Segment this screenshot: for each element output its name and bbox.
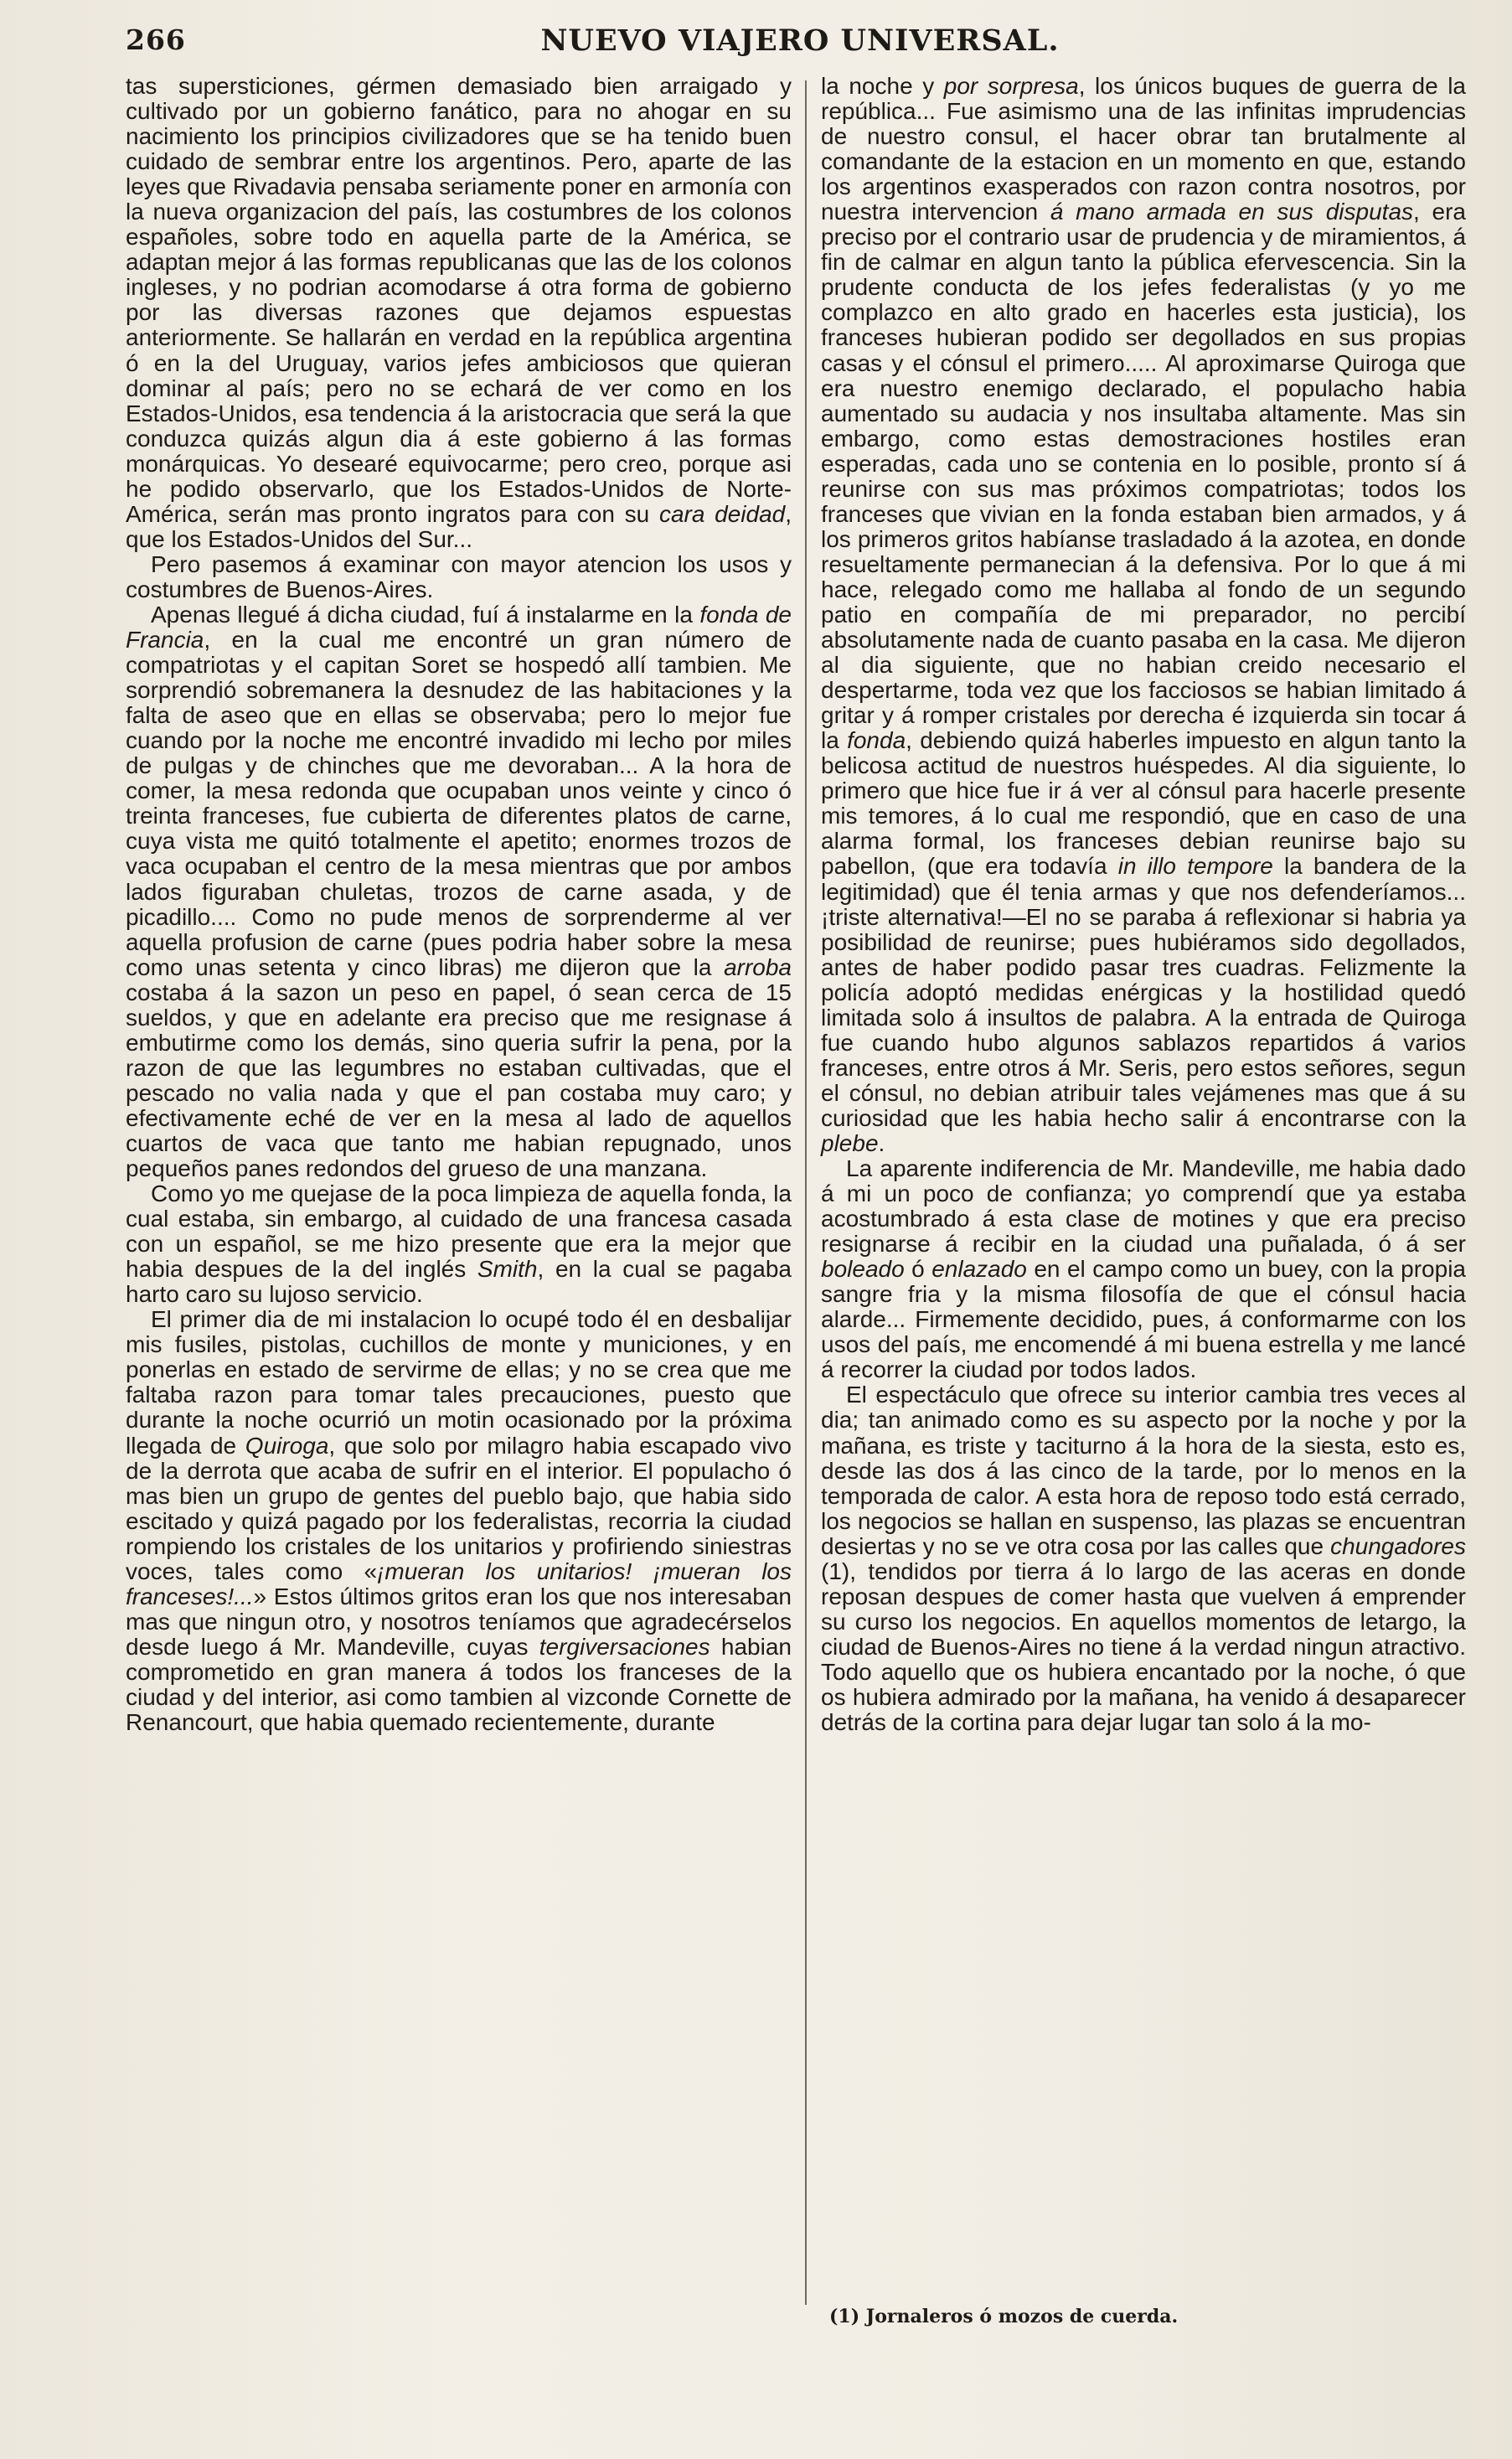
footnote: (1) Jornaleros ó mozos de cuerda.	[829, 2306, 1179, 2327]
italic-text: plebe	[821, 1129, 879, 1156]
text-run: , en la cual me encontré un gran número de compatriotas y el capitan Soret se hospedó allí tambien. Me sorprendió sobremanera la desnudez de las habitaciones y la falta de aseo que en ellas se observaba; pero lo mejor fue cuando por la noche me encontré invadido mi lecho por miles de pulgas y de chinches que me devoraban... A la hora de comer, la mesa redonda que ocupaban unos veinte y cinco ó treinta franceses, fue cubierta de diferentes platos de carne, cuya vista me quitó totalmente el apetito; enormes trozos de vaca ocupaban el centro de la mesa mientras que por ambos lados figuraban chuletas, trozos de carne asada, y de picadillo.... Como no pude menos de sorprenderme al ver aquella profusion de carne (pues podria haber sobre la mesa como unas setenta y cinco libras) me dijeron que la	[126, 627, 792, 980]
text-run: La aparente indiferencia de Mr. Mandeville, me habia dado á mi un poco de confianza; yo comprendí que ya estaba acostumbrado á esta clase de motines y que era preciso resignarse á recibir en la ciudad una puñalada, ó á ser	[821, 1155, 1466, 1258]
right-column	[821, 74, 1466, 1735]
italic-text: ¡mueran los unitarios! ¡mueran los franceses!...	[126, 1558, 792, 1609]
paragraph	[821, 1382, 1466, 1735]
text-run: .	[878, 1129, 885, 1156]
text-run: , que solo por milagro habia escapado vivo de la derrota que acaba de sufrir en el interior. El populacho ó mas bien un grupo de gentes del pueblo bajo, que habia sido escitado y quizá pagado por los federalistas, recorria la ciudad rompiendo los cristales de los unitarios y profiriendo siniestras voces, tales como «	[126, 1432, 792, 1584]
text-run: Apenas llegué á dicha ciudad, fuí á instalarme en la	[151, 601, 700, 628]
text-run: ó	[904, 1256, 932, 1283]
italic-text: tergiversaciones	[539, 1633, 710, 1660]
left-column	[126, 74, 792, 1735]
text-run: la noche y	[821, 73, 944, 99]
italic-text: fonda	[847, 727, 906, 754]
italic-text: boleado	[821, 1256, 905, 1283]
column-divider	[805, 80, 807, 2305]
text-run: la bandera de la legitimidad) que él tenia armas y que nos defenderíamos... ¡triste alternativa!—El no se paraba á reflexionar si habria ya posibilidad de reunirse; pues hubiéramos sido degollados, antes de haber podido pasar tres cuadras. Felizmente la policía adoptó medidas enérgicas y la hostilidad quedó limitada solo á insultos de palabra. A la entrada de Quiroga fue cuando hubo algunos sablazos repartidos á varios franceses, entre otros á Mr. Seris, pero estos señores, segun el cónsul, no debian atribuir tales vejámenes mas que á su curiosidad que les habia hecho salir á encontrarse con la	[821, 853, 1466, 1131]
text-run: El primer dia de mi instalacion lo ocupé todo él en desbalijar mis fusiles, pistolas, cuchillos de monte y municiones, y en ponerlas en estado de servirme de ellas; y no se crea que me faltaba razon para tomar tales precauciones, puesto que durante la noche ocurrió un motin ocasionado por la próxima llegada de	[126, 1306, 792, 1459]
paragraph	[821, 1156, 1466, 1382]
italic-text: cara deidad	[658, 500, 786, 527]
text-run: , en la cual se pagaba harto caro su lujoso servicio.	[126, 1256, 792, 1308]
italic-text: fonda de Francia	[126, 601, 792, 653]
text-run: » Estos últimos gritos eran los que nos interesaban mas que ningun otro, y nosotros teníamos que agradecérselos desde luego á Mr. Mandeville, cuyas	[126, 1583, 792, 1660]
text-run: , era preciso por el contrario usar de prudencia y de miramientos, á fin de calmar en algun tanto la pública efervescencia. Sin la prudente conducta de los jefes federalistas (y yo me complazco en alto grado en hacerles esta justicia), los franceses hubieran podido ser degollados en sus propias casas y el cónsul el primero..... Al aproximarse Quiroga que era nuestro enemigo declarado, el populacho habia aumentado su audacia y nos insultaba altamente. Mas sin embargo, como estas demostraciones hostiles eran esperadas, cada uno se contenia en lo posible, pronto sí á reunirse con sus mas próximos compatriotas; todos los franceses que vivian en la fonda estaban bien armados, y á los primeros gritos habíanse trasladado á la azotea, en donde resueltamente permanecian á la defensiva. Por lo que á mi hace, relegado como me hallaba al fondo de un segundo patio en compañía de mi preparador, no percibí absolutamente nada de cuanto pasaba en la casa. Me dijeron al dia siguiente, que no habian creido necesario el despertarme, toda vez que los facciosos se habian limitado á gritar y á romper cristales por derecha é izquierda sin tocar á la	[821, 199, 1467, 754]
italic-text: por sorpresa	[943, 73, 1079, 99]
text-run: , que los Estados-Unidos del Sur...	[126, 500, 792, 552]
text-run: , los únicos buques de guerra de la república... Fue asimismo una de las infinitas imprudencias de nuestro consul, el hacer obrar tan brutalmente al comandante de la estacion en un momento en que, estando los argentinos exasperados con razon contra nosotros, por nuestra intervencion	[821, 73, 1466, 225]
italic-text: á mano armada en sus disputas	[1050, 199, 1414, 225]
page-number: 266	[126, 23, 186, 56]
text-run: en el campo como un buey, con la propia sangre fria y la misma filosofía de que el cónsul hacia alarde... Firmemente decidido, pues, á conformarme con los usos del país, me encomendé á mi buena estrella y me lancé á recorrer la ciudad por todos lados.	[821, 1256, 1466, 1383]
text-run: , debiendo quizá haberles impuesto en algun tanto la belicosa actitud de nuestros huéspedes. Al dia siguiente, lo primero que hice fue ir á ver al cónsul para hacerle presente mis temores, á lo cual me respondió, que en caso de una alarma formal, los franceses debian reunirse bajo su pabellon, (que era todavía	[821, 727, 1467, 880]
text-run: costaba á la sazon un peso en papel, ó sean cerca de 15 sueldos, y que en adelante era preciso que me resignase á embutirme como los demás, sino queria sufrir la pena, por la razon de que las legumbres no estaban cultivadas, que el pescado no valia nada y que el pan costaba muy caro; y efectivamente eché de ver en la mesa al lado de aquellos cuartos de vaca que tanto me habian repugnado, unos pequeños panes redondos del grueso de una manzana.	[126, 979, 792, 1182]
page-header	[126, 22, 1474, 64]
italic-text: chungadores	[1330, 1532, 1466, 1559]
paragraph	[821, 74, 1466, 1156]
italic-text: Quiroga	[245, 1432, 329, 1459]
paragraph	[126, 602, 792, 1181]
text-run: habian comprometido en gran manera á todos los franceses de la ciudad y del interior, asi como tambien al vizconde Cornette de Renancourt, que habia quemado recientemente, durante	[126, 1633, 792, 1736]
italic-text: enlazado	[931, 1256, 1027, 1283]
paragraph	[126, 74, 792, 552]
text-run: Pero pasemos á examinar con mayor atencion los usos y costumbres de Buenos-Aires.	[126, 550, 792, 602]
italic-text: in illo tempore	[1117, 853, 1273, 880]
running-title: NUEVO VIAJERO UNIVERSAL.	[540, 23, 1060, 58]
italic-text: arroba	[724, 953, 792, 980]
paragraph	[126, 1307, 792, 1735]
paragraph	[126, 1181, 792, 1307]
text-run: (1), tendidos por tierra á lo largo de las aceras en donde reposan despues de comer hasta que vuelven á emprender su curso los negocios. En aquellos momentos de letargo, la ciudad de Buenos-Aires no tiene á la verdad ningun atractivo. Todo aquello que os hubiera encantado por la noche, ó que os hubiera admirado por la mañana, ha venido á desaparecer detrás de la cortina para dejar lugar tan solo á la mo-	[821, 1558, 1466, 1736]
text-run: El espectáculo que ofrece su interior cambia tres veces al dia; tan animado como es su aspecto por la noche y por la mañana, es triste y taciturno á la hora de la siesta, esto es, desde las dos á las cinco de la tarde, por lo menos en la temporada de calor. A esta hora de reposo todo está cerrado, los negocios se hallan en suspenso, las plazas se encuentran desiertas y no se ve otra cosa por las calles que	[821, 1382, 1466, 1559]
paragraph	[126, 552, 792, 602]
italic-text: Smith	[477, 1256, 538, 1283]
text-run: Como yo me quejase de la poca limpieza de aquella fonda, la cual estaba, sin embargo, al cuidado de una francesa casada con un español, se me hizo presente que era la mejor que habia despues de la del inglés	[126, 1180, 792, 1283]
text-run: tas supersticiones, gérmen demasiado bien arraigado y cultivado por un gobierno fanático, para no ahogar en su nacimiento los principios civilizadores que se ha tenido buen cuidado de sembrar entre los argentinos. Pero, aparte de las leyes que Rivadavia pensaba seriamente poner en armonía con la nueva organizacion del país, las costumbres de los colonos españoles, sobre todo en aquella parte de la América, se adaptan mejor á las formas republicanas que las de los colonos ingleses, y no podrian acomodarse á otra forma de gobierno por las diversas razones que dejamos espuestas anteriormente. Se hallarán en verdad en la república argentina ó en la del Uruguay, varios jefes ambiciosos que quieran dominar al país; pero no se echará de ver como en los Estados-Unidos, esa tendencia á la aristocracia que será la que conduzca quizás algun dia á este gobierno á las formas monárquicas. Yo desearé equivocarme; pero creo, porque asi he podido observarlo, que los Estados-Unidos de Norte-América, serán mas pronto ingratos para con su	[126, 73, 792, 527]
